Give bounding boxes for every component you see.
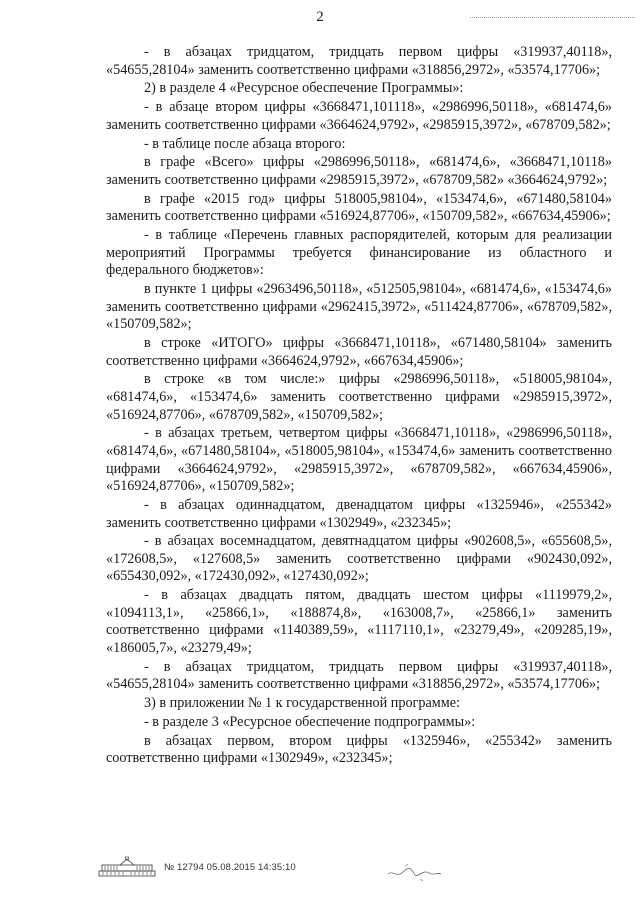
paragraph: 2) в разделе 4 «Ресурсное обеспечение Программы»: xyxy=(144,80,464,97)
paragraph: в графе «Всего» цифры «2986996,50118», «681474,6», «3668471,10118» заменить соответственно цифрами «2985915,3972», «678709,582» «3664624,9792»; xyxy=(106,154,612,188)
paragraph: - в абзацах тридцатом, тридцать первом цифры «319937,40118», «54655,28104» заменить соответственно цифрами «318856,2972», «53574,17706»; xyxy=(106,658,612,693)
paragraph: - в абзацах тридцатом, тридцать первом цифры «319937,40118», «54655,28104» заменить соответственно цифрами «318856,2972», «53574,17706»; xyxy=(106,44,612,78)
paragraph: в строке «в том числе:» цифры «2986996,50118», «518005,98104», «681474,6», «153474,6» заменить соответственно цифрами «2985915,3972», «516924,87706», «678709,582», «150709,582»; xyxy=(106,371,612,423)
paragraph: 3) в приложении № 1 к государственной программе: xyxy=(144,695,460,712)
paragraph: - в разделе 3 «Ресурсное обеспечение подпрограммы»: xyxy=(144,713,476,730)
paragraph: - в абзацах одиннадцатом, двенадцатом цифры «1325946», «255342» заменить соответственно цифрами «1302949», «232345»; xyxy=(106,496,612,531)
paragraph: - в абзацах третьем, четвертом цифры «3668471,10118», «2986996,50118», «681474,6», «671480,58104», «518005,98104», «153474,6» заменить соответственно цифрами «3664624,9792», «2985915,3972», «678709,582», «667634,45906», «516924,87706», «150709,582»; xyxy=(106,425,612,495)
document-footer xyxy=(98,855,296,879)
paragraph: в абзацах первом, втором цифры «1325946», «255342» заменить соответственно цифрами «1302949», «232345»; xyxy=(106,732,612,767)
paragraph: - в таблице «Перечень главных распорядителей, которым для реализации мероприятий Программы требуется финансирование из областного и федерального бюджетов»: xyxy=(106,227,612,279)
paragraph: - в абзаце втором цифры «3668471,101118», «2986996,50118», «681474,6» заменить соответственно цифрами «3664624,9792», «2985915,3972», «678709,582»; xyxy=(106,99,612,133)
paragraph: в пункте 1 цифры «2963496,50118», «512505,98104», «681474,6», «153474,6» заменить соответственно цифрами «2962415,3972», «511424,87706», «678709,582», «150709,582»; xyxy=(106,281,612,333)
page-number: 2 xyxy=(316,9,324,25)
paragraph: - в таблице после абзаца второго: xyxy=(144,135,346,152)
document-body xyxy=(106,44,612,769)
handwritten-mark-icon xyxy=(385,860,445,884)
paragraph: - в абзацах восемнадцатом, девятнадцатом цифры «902608,5», «655608,5», «172608,5», «127608,5» заменить соответственно цифрами «902430,092», «655430,092», «172430,092», «127430,092»; xyxy=(106,533,612,585)
paragraph: - в абзацах двадцать пятом, двадцать шестом цифры «1119979,2», «1094113,1», «25866,1», «188874,8», «163008,7», «25866,1» заменить соответственно цифрами «1140389,59», «1117110,1», «23279,49», «209285,19», «186005,7», «23279,49»; xyxy=(106,587,612,657)
building-emblem-icon xyxy=(98,856,156,878)
header-rule xyxy=(470,17,635,18)
paragraph: в графе «2015 год» цифры 518005,98104», «153474,6», «671480,58104» заменить соответственно цифрами «516924,87706», «150709,582», «667634,45906»; xyxy=(106,190,612,225)
paragraph: в строке «ИТОГО» цифры «3668471,10118», «671480,58104» заменить соответственно цифрами «3664624,9792», «667634,45906»; xyxy=(106,335,612,369)
registration-stamp: № 12794 05.08.2015 14:35:10 xyxy=(164,861,296,873)
